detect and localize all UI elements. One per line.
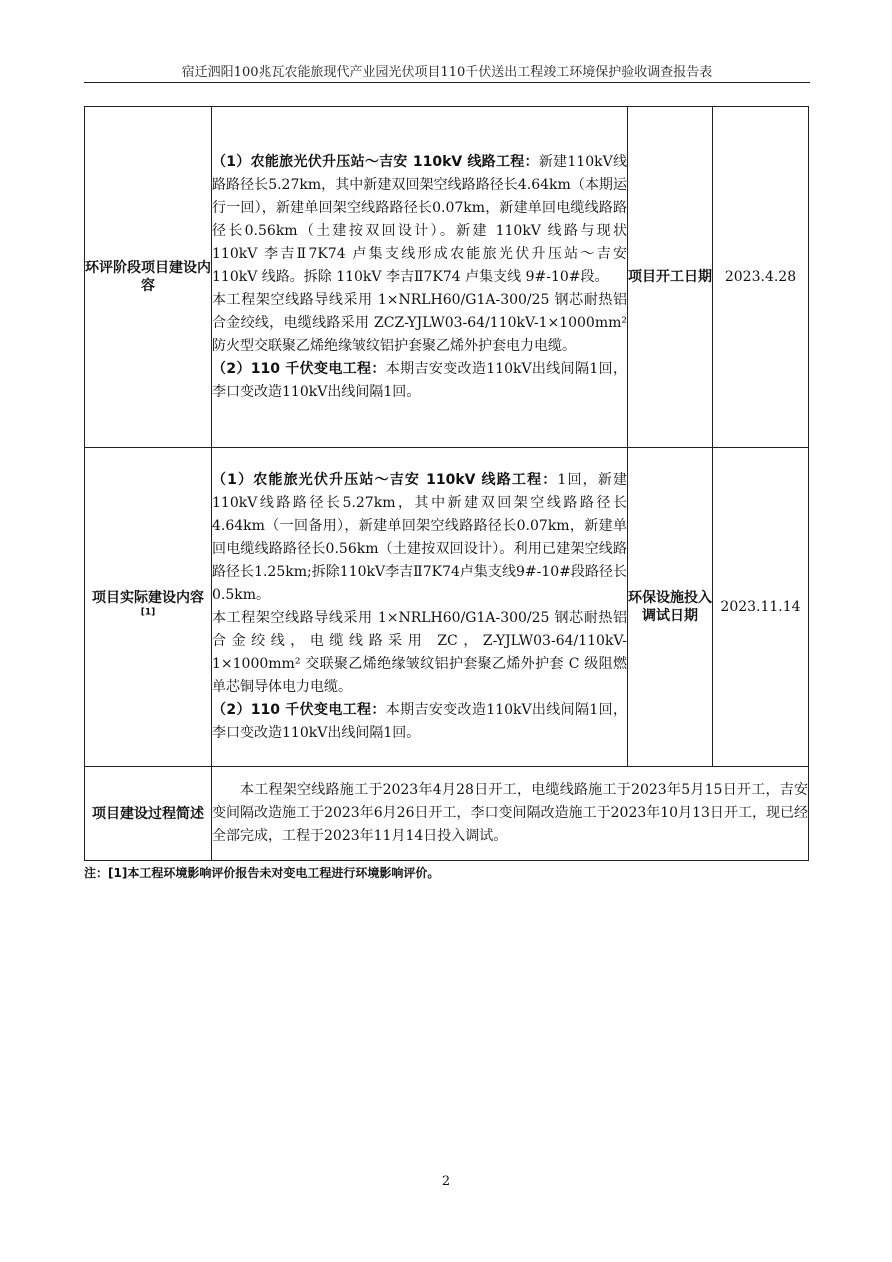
paragraph-heading: （1）农能旅光伏升压站～吉安 110kV 线路工程： xyxy=(212,472,558,488)
paragraph-heading: （1）农能旅光伏升压站～吉安 110kV 线路工程： xyxy=(212,153,539,170)
content-paragraph xyxy=(212,358,627,404)
paragraph-text: 1回，新建110kV线路路径长5.27km，其中新建双回架空线路路径长4.64km（一回备用），新建单回架空线路路径长0.07km，新建单回电缆线路路径长0.56km（土建按双回设计）。利用已建架空线路路径长1.25km;拆除110kV李吉Ⅱ7K74卢集支线9#-10#段路径长0.5km。 xyxy=(212,472,627,603)
footnote-marker: [1] xyxy=(140,607,156,618)
content-paragraph xyxy=(212,151,627,289)
paragraph-heading: （2）110 千伏变电工程： xyxy=(212,360,386,377)
row-label: 项目建设过程简述 xyxy=(85,767,212,861)
paragraph-text: 本工程架空线路导线采用 1×NRLH60/G1A-300/25 钢芯耐热铝合金绞线，电缆线路采用 ZC，Z-YJLW03-64/110kV-1×1000mm² 交联聚乙烯绝缘皱纹铝护套聚乙烯外护套 C 级阻燃单芯铜导体电力电缆。 xyxy=(212,610,627,695)
row-label-text: 项目实际建设内容 xyxy=(92,590,204,606)
paragraph-text: 新建110kV线路路径长5.27km，其中新建双回架空线路路径长4.64km（本期运行一回），新建单回架空线路路径长0.07km，新建单回电缆线路路径长0.56km（土建按双回设计）。新建 110kV 线路与现状 110kV 李吉Ⅱ7K74 卢集支线形成农能旅光伏升压站～吉安 110kV 线路。拆除 110kV 李吉Ⅱ7K74 卢集支线 9#-10#段。 xyxy=(212,153,627,285)
footnote: 注：[1]本工程环境影响评价报告未对变电工程进行环境影响评价。 xyxy=(84,866,440,880)
content-paragraph xyxy=(212,699,627,745)
content-paragraph xyxy=(212,469,627,607)
page-header: 宿迁泗阳100兆瓦农能旅现代产业园光伏项目110千伏送出工程竣工环境保护验收调查报告表 xyxy=(181,65,713,80)
row-label xyxy=(85,448,212,767)
row-content xyxy=(212,448,628,767)
date-value: 2023.11.14 xyxy=(713,448,809,767)
table-row xyxy=(85,107,809,448)
row-label xyxy=(85,107,212,448)
paragraph-text: 本工程架空线路导线采用 1×NRLH60/G1A-300/25 钢芯耐热铝合金绞线，电缆线路采用 ZCZ-YJLW03-64/110kV-1×1000mm² 防火型交联聚乙烯绝缘皱纹铝护套聚乙烯外护套电力电缆。 xyxy=(212,291,627,354)
paragraph-heading: （2）110 千伏变电工程： xyxy=(212,702,386,718)
paragraph-text: 本期吉安变改造110kV出线间隔1回，李口变改造110kV出线间隔1回。 xyxy=(212,702,627,741)
date-label: 环保设施投入调试日期 xyxy=(628,448,713,767)
summary-text: 本工程架空线路施工于2023年4月28日开工，电缆线路施工于2023年5月15日开工，吉安变间隔改造施工于2023年6月26日开工，李口变间隔改造施工于2023年10月13日开工，现已经全部完成，工程于2023年11月14日投入调试。 xyxy=(212,767,809,861)
row-content xyxy=(212,107,628,448)
paragraph-text: 本期吉安变改造110kV出线间隔1回，李口变改造110kV出线间隔1回。 xyxy=(212,360,627,400)
table-row xyxy=(85,448,809,767)
header-rule xyxy=(84,82,810,83)
content-paragraph xyxy=(212,607,627,699)
row-label-text: 环评阶段项目建设内容 xyxy=(85,260,211,294)
table-row xyxy=(85,767,809,861)
page-number: 2 xyxy=(441,1174,451,1189)
info-table xyxy=(84,106,809,861)
content-paragraph xyxy=(212,289,627,358)
date-value: 2023.4.28 xyxy=(713,107,809,448)
date-label: 项目开工日期 xyxy=(628,107,713,448)
